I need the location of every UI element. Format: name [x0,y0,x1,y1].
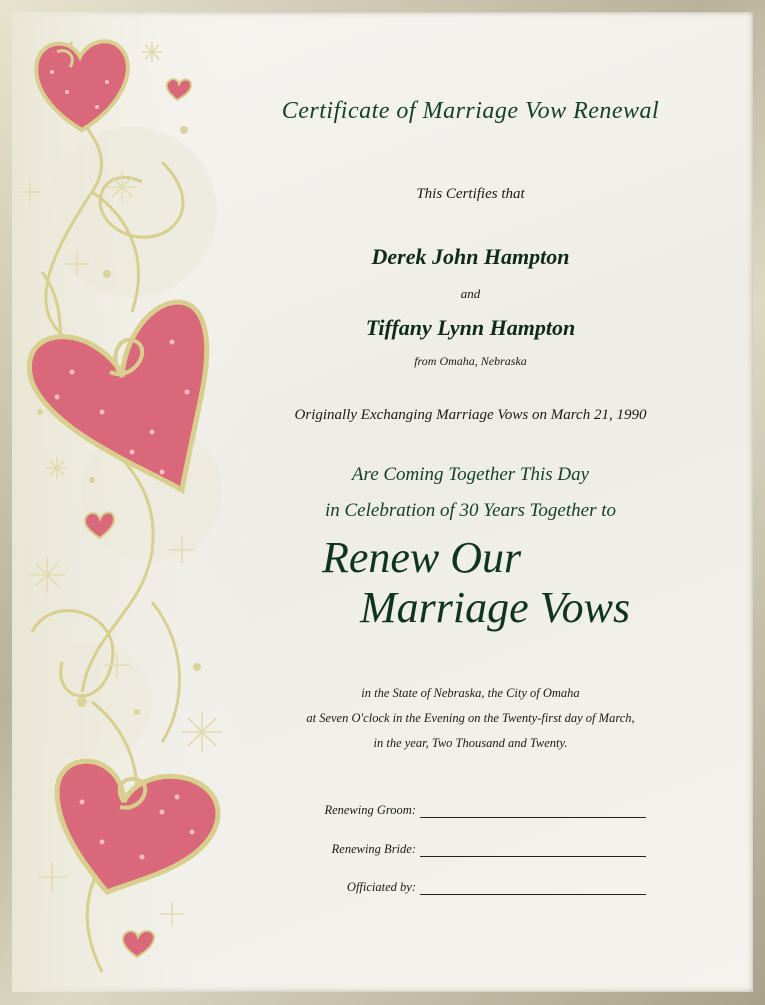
dot [103,270,111,278]
dot [160,470,165,475]
dot [140,855,145,860]
dot [100,410,105,415]
groom-signature-row [324,803,646,818]
certifies-line: This Certifies that [416,186,525,202]
dot [185,390,190,395]
officiant-signature-label: Officiated by: [346,880,416,894]
dot [100,840,105,845]
spouse-two-name: Tiffany Lynn Hampton [365,315,576,340]
certificate-title: Certificate of Marriage Vow Renewal [281,98,660,124]
bride-signature-line[interactable] [420,842,646,857]
location-line2: at Seven O'clock in the Evening on the Twenty-first day of March, [306,711,635,725]
celebration-text: in Celebration of 30 Years Together to [324,500,616,521]
location-line1: in the State of Nebraska, the City of Omaha [361,686,580,700]
dot [193,663,201,671]
dot [77,697,87,707]
dot [89,477,95,483]
dot [65,90,69,94]
dot [160,810,165,815]
dot [80,800,85,805]
groom-signature-label: Renewing Groom: [324,803,416,817]
star-icon [142,42,162,62]
dot [190,830,195,835]
bubble-circle [47,127,217,297]
renew-heading-line1: Renew Our [322,533,522,582]
groom-signature-line[interactable] [420,803,646,818]
location-line3: in the year, Two Thousand and Twenty. [373,736,568,750]
dot [130,450,135,455]
origin-text: from Omaha, Nebraska [414,354,527,368]
dot [37,409,43,415]
dot [95,105,99,109]
dot [150,430,155,435]
dot [55,395,60,400]
conjunction-text: and [460,286,481,301]
dot [170,340,175,345]
bride-signature-row [332,842,646,857]
dot [50,70,54,74]
bride-signature-label: Renewing Bride: [331,842,416,856]
coming-together-text: Are Coming Together This Day [351,464,590,485]
dot [70,370,75,375]
original-vows-date: Originally Exchanging Marriage Vows on March 21, 1990 [294,407,647,423]
renew-heading-line2: Marriage Vows [360,583,631,632]
spouse-one-name: Derek John Hampton [371,244,570,269]
officiant-signature-row [347,880,646,895]
dot [175,795,180,800]
dot [134,709,140,715]
dot [180,126,188,134]
officiant-signature-line[interactable] [420,880,646,895]
dot [105,80,109,84]
